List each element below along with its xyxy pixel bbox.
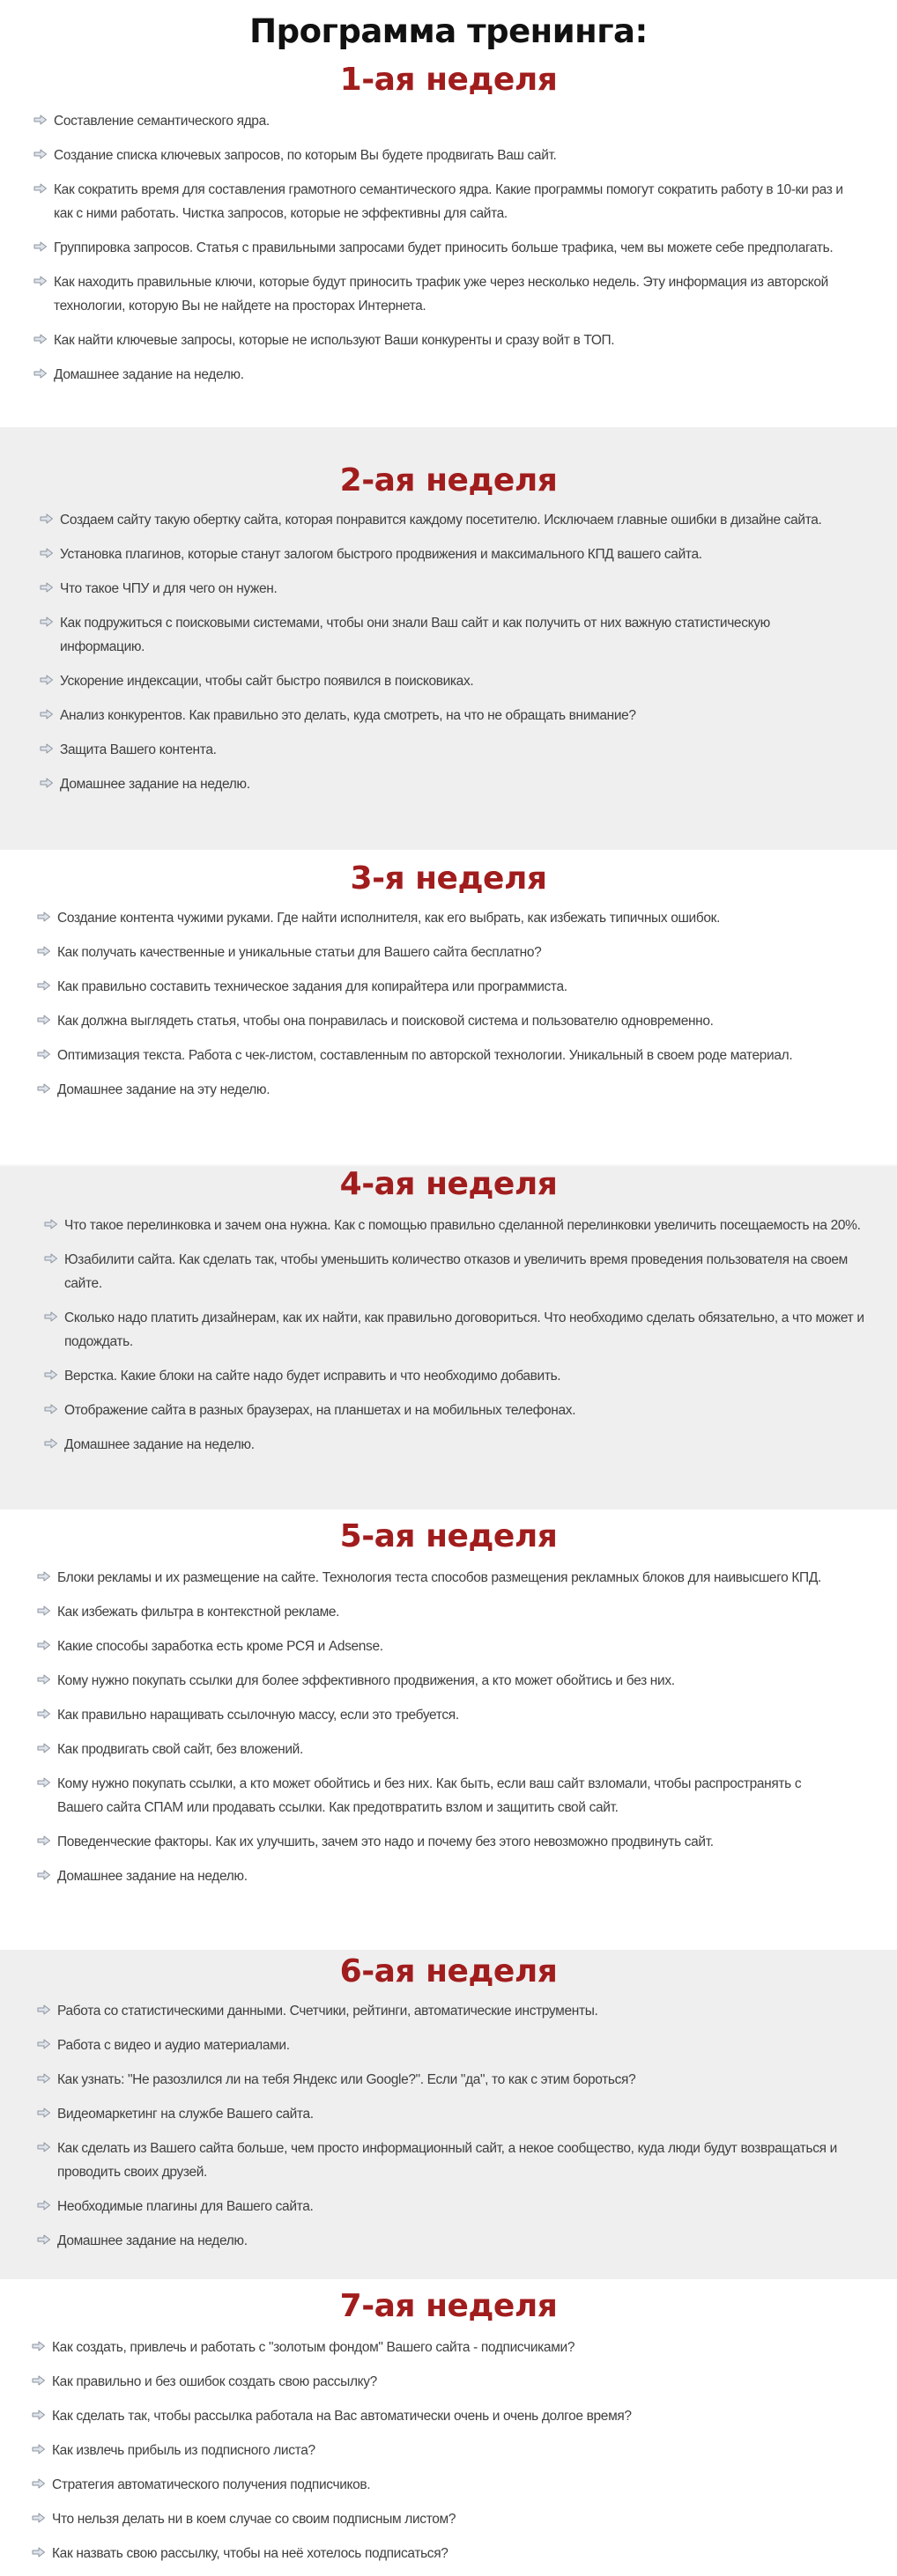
list-item-text: Домашнее задание на неделю. <box>57 2233 248 2248</box>
list-item-text: Оптимизация текста. Работа с чек-листом, составленным по авторской технологии. Уникальный в своем роде материал. <box>57 1048 793 1063</box>
arrow-right-icon <box>37 1083 51 1094</box>
list-item <box>37 2102 848 2126</box>
week-6-heading: 6-ая неделя <box>339 1953 558 1989</box>
list-item <box>44 1433 868 1457</box>
list-item <box>37 1566 830 1590</box>
week-5-section <box>0 1509 897 1950</box>
list-item-text: Какие способы заработка есть кроме РСЯ и Adsense. <box>57 1639 383 1654</box>
week-4-section <box>0 1164 897 1509</box>
list-item-text: Как создать, привлечь и работать с "золотым фондом" Вашего сайта - подписчиками? <box>52 2340 575 2355</box>
list-item <box>32 2404 851 2428</box>
arrow-right-icon <box>37 2004 51 2015</box>
list-item <box>40 772 846 796</box>
list-item-text: Сколько надо платить дизайнерам, как их найти, как правильно договориться. Что необходимо сделать обязательно, а что может и подождать. <box>64 1310 864 1349</box>
list-item-text: Юзабилити сайта. Как сделать так, чтобы уменьшить количество отказов и увеличить время проведения пользователя на своем сайте. <box>64 1252 848 1291</box>
list-item-text: Составление семантического ядра. <box>54 114 270 129</box>
arrow-right-icon <box>40 743 54 754</box>
week-5-heading: 5-ая неделя <box>339 1518 558 1554</box>
arrow-right-icon <box>33 241 48 252</box>
arrow-right-icon <box>37 1674 51 1685</box>
list-item <box>37 1009 848 1033</box>
list-item <box>33 236 853 260</box>
list-item-text: Верстка. Какие блоки на сайте надо будет исправить и что необходимо добавить. <box>64 1369 561 1384</box>
list-item <box>32 2439 851 2462</box>
arrow-right-icon <box>40 709 54 720</box>
arrow-right-icon <box>37 2234 51 2245</box>
arrow-right-icon <box>40 778 54 788</box>
list-item <box>40 577 846 601</box>
week-2-list <box>40 508 846 807</box>
arrow-right-icon <box>37 1049 51 1059</box>
arrow-right-icon <box>37 2142 51 2152</box>
list-item <box>37 941 848 964</box>
list-item <box>32 2507 851 2531</box>
list-item <box>33 109 853 133</box>
list-item-text: Группировка запросов. Статья с правильными запросами будет приносить больше трафика, чем вы можете себе предполагать. <box>54 240 834 255</box>
list-item <box>37 2137 848 2184</box>
arrow-right-icon <box>32 2341 46 2351</box>
arrow-right-icon <box>37 1777 51 1788</box>
arrow-right-icon <box>44 1311 58 1322</box>
list-item <box>33 144 853 167</box>
list-item-text: Домашнее задание на неделю. <box>60 777 250 792</box>
week-7-list <box>32 2336 851 2576</box>
list-item-text: Кому нужно покупать ссылки, а кто может обойтись и без них. Как быть, если ваш сайт взломали, чтобы распространять с Вашего сайта СПАМ или продавать ссылки. Как предотвратить взлом и защитить свой сайт. <box>57 1776 802 1815</box>
arrow-right-icon <box>32 2444 46 2454</box>
list-item-text: Как правильно составить техническое задания для копирайтера или программиста. <box>57 979 567 994</box>
arrow-right-icon <box>32 2478 46 2489</box>
list-item <box>37 1703 830 1727</box>
list-item-text: Как узнать: "Не разозлился ли на тебя Яндекс или Google?". Если "да", то как с этим бороться? <box>57 2072 636 2087</box>
list-item-text: Как находить правильные ключи, которые будут приносить трафик уже через несколько недель. Эту информация из авторской технологии, которую Вы не найдете на просторах Интернета. <box>54 275 828 314</box>
list-item-text: Как должна выглядеть статья, чтобы она понравилась и поисковой система и пользователю одновременно. <box>57 1014 714 1029</box>
week-7-heading: 7-ая неделя <box>339 2288 558 2324</box>
list-item <box>37 975 848 999</box>
list-item-text: Домашнее задание на неделю. <box>64 1437 255 1452</box>
arrow-right-icon <box>33 368 48 379</box>
list-item <box>40 543 846 566</box>
arrow-right-icon <box>44 1404 58 1414</box>
list-item <box>32 2542 851 2565</box>
list-item-text: Что такое перелинковка и зачем она нужна. Как с помощью правильно сделанной перелинковки увеличить посещаемость на 20%. <box>64 1218 861 1233</box>
arrow-right-icon <box>37 1709 51 1719</box>
list-item-text: Как получать качественные и уникальные статьи для Вашего сайта бесплатно? <box>57 945 542 960</box>
week-3-heading: 3-я неделя <box>350 860 547 897</box>
list-item-text: Ускорение индексации, чтобы сайт быстро появился в поисковиках. <box>60 674 474 689</box>
week-6-section <box>0 1950 897 2279</box>
list-item <box>44 1306 868 1354</box>
list-item <box>37 1600 830 1624</box>
list-item-text: Создание контента чужими руками. Где найти исполнителя, как его выбрать, как избежать типичных ошибок. <box>57 911 721 926</box>
list-item <box>44 1399 868 1422</box>
list-item <box>40 611 846 659</box>
arrow-right-icon <box>32 2547 46 2558</box>
list-item <box>37 2068 848 2092</box>
list-item <box>37 1738 830 1761</box>
arrow-right-icon <box>44 1438 58 1449</box>
week-2-heading: 2-ая неделя <box>339 462 558 498</box>
list-item <box>33 363 853 387</box>
list-item-text: Что такое ЧПУ и для чего он нужен. <box>60 581 278 596</box>
list-item <box>37 2229 848 2253</box>
list-item <box>37 1635 830 1658</box>
arrow-right-icon <box>33 276 48 286</box>
list-item <box>37 2195 848 2218</box>
list-item <box>32 2370 851 2394</box>
list-item-text: Установка плагинов, которые станут залогом быстрого продвижения и максимального КПД вашего сайта. <box>60 547 702 562</box>
list-item-text: Как назвать свою рассылку, чтобы на неё хотелось подписаться? <box>52 2546 448 2561</box>
list-item <box>40 669 846 693</box>
list-item-text: Как сократить время для составления грамотного семантического ядра. Какие программы помогут сократить работу в 10-ки раз и как с ними работать. Чистка запросов, которые не эффективны для сайта. <box>54 182 843 221</box>
list-item <box>40 738 846 762</box>
week-1-section <box>0 0 897 427</box>
list-item-text: Анализ конкурентов. Как правильно это делать, куда смотреть, на что не обращать внимание? <box>60 708 636 723</box>
arrow-right-icon <box>40 582 54 593</box>
list-item-text: Как сделать так, чтобы рассылка работала на Вас автоматически очень и очень долгое время? <box>52 2409 632 2424</box>
week-3-section <box>0 850 897 1164</box>
list-item <box>37 1669 830 1693</box>
arrow-right-icon <box>40 675 54 685</box>
list-item <box>44 1364 868 1388</box>
arrow-right-icon <box>33 183 48 194</box>
arrow-right-icon <box>33 334 48 344</box>
arrow-right-icon <box>37 946 51 956</box>
list-item <box>32 2473 851 2497</box>
list-item <box>37 1772 830 1819</box>
arrow-right-icon <box>33 149 48 159</box>
arrow-right-icon <box>32 2375 46 2386</box>
arrow-right-icon <box>40 513 54 524</box>
arrow-right-icon <box>37 2073 51 2084</box>
list-item-text: Создаем сайту такую обертку сайта, которая понравится каждому посетителю. Исключаем главные ошибки в дизайне сайта. <box>60 513 822 528</box>
list-item-text: Работа с видео и аудио материалами. <box>57 2038 290 2053</box>
arrow-right-icon <box>37 2107 51 2118</box>
list-item-text: Работа со статистическими данными. Счетчики, рейтинги, автоматические инструменты. <box>57 2004 598 2019</box>
list-item <box>44 1214 868 1237</box>
list-item-text: Как сделать из Вашего сайта больше, чем просто информационный сайт, а некое сообщество, куда люди будут возвращаться и проводить своих друзей. <box>57 2141 837 2180</box>
list-item-text: Как избежать фильтра в контекстной рекламе. <box>57 1605 340 1620</box>
list-item-text: Как подружиться с поисковыми системами, чтобы они знали Ваш сайт и как получить от них важную статистическую информацию. <box>60 616 770 654</box>
list-item <box>33 328 853 352</box>
arrow-right-icon <box>40 548 54 558</box>
list-item-text: Что нельзя делать ни в коем случае со своим подписным листом? <box>52 2512 456 2527</box>
list-item-text: Отображение сайта в разных браузерах, на планшетах и на мобильных телефонах. <box>64 1403 576 1418</box>
list-item <box>37 1078 848 1102</box>
list-item-text: Как правильно наращивать ссылочную массу, если это требуется. <box>57 1708 459 1723</box>
arrow-right-icon <box>32 2513 46 2523</box>
list-item <box>40 704 846 727</box>
arrow-right-icon <box>37 912 51 922</box>
week-1-list <box>33 109 853 397</box>
list-item <box>37 906 848 930</box>
arrow-right-icon <box>44 1369 58 1380</box>
list-item-text: Блоки рекламы и их размещение на сайте. Технология теста способов размещения рекламных блоков для наивысшего КПД. <box>57 1570 821 1585</box>
week-4-list <box>44 1214 868 1467</box>
arrow-right-icon <box>37 1835 51 1846</box>
arrow-right-icon <box>40 616 54 627</box>
arrow-right-icon <box>44 1253 58 1264</box>
list-item-text: Создание списка ключевых запросов, по которым Вы будете продвигать Ваш сайт. <box>54 148 557 163</box>
list-item <box>33 178 853 225</box>
arrow-right-icon <box>37 1571 51 1582</box>
list-item-text: Поведенческие факторы. Как их улучшить, зачем это надо и почему без этого невозможно продвинуть сайт. <box>57 1834 714 1849</box>
week-5-list <box>37 1566 830 1899</box>
arrow-right-icon <box>32 2410 46 2420</box>
list-item-text: Домашнее задание на неделю. <box>54 367 244 382</box>
arrow-right-icon <box>37 1015 51 1025</box>
list-item <box>44 1248 868 1295</box>
arrow-right-icon <box>37 2039 51 2049</box>
week-1-heading: 1-ая неделя <box>339 62 558 98</box>
list-item <box>33 270 853 318</box>
list-item <box>37 1044 848 1067</box>
arrow-right-icon <box>37 1605 51 1616</box>
week-2-section <box>0 427 897 850</box>
arrow-right-icon <box>33 114 48 125</box>
list-item-text: Как найти ключевые запросы, которые не используют Ваши конкуренты и сразу войт в ТОП. <box>54 333 615 348</box>
arrow-right-icon <box>37 1743 51 1753</box>
arrow-right-icon <box>37 2200 51 2211</box>
list-item-text: Стратегия автоматического получения подписчиков. <box>52 2477 371 2492</box>
list-item <box>37 1830 830 1854</box>
list-item-text: Как продвигать свой сайт, без вложений. <box>57 1742 303 1757</box>
list-item <box>37 1864 830 1888</box>
week-3-list <box>37 906 848 1112</box>
list-item-text: Защита Вашего контента. <box>60 742 217 757</box>
list-item-text: Домашнее задание на неделю. <box>57 1869 248 1884</box>
arrow-right-icon <box>37 1870 51 1880</box>
list-item <box>37 1999 848 2023</box>
list-item-text: Необходимые плагины для Вашего сайта. <box>57 2199 314 2214</box>
week-4-heading: 4-ая неделя <box>339 1166 558 1202</box>
list-item-text: Видеомаркетинг на службе Вашего сайта. <box>57 2107 314 2122</box>
arrow-right-icon <box>44 1219 58 1229</box>
arrow-right-icon <box>37 980 51 991</box>
week-7-section <box>0 2279 897 2572</box>
list-item-text: Как извлечь прибыль из подписного листа? <box>52 2443 315 2458</box>
list-item-text: Как правильно и без ошибок создать свою рассылку? <box>52 2374 377 2389</box>
list-item-text: Кому нужно покупать ссылки для более эффективного продвижения, а кто может обойтись и без них. <box>57 1673 675 1688</box>
list-item <box>32 2336 851 2359</box>
week-6-list <box>37 1999 848 2263</box>
page-title: Программа тренинга: <box>249 12 648 50</box>
list-item <box>40 508 846 532</box>
list-item <box>37 2033 848 2057</box>
list-item-text: Домашнее задание на эту неделю. <box>57 1082 271 1097</box>
arrow-right-icon <box>37 1640 51 1650</box>
